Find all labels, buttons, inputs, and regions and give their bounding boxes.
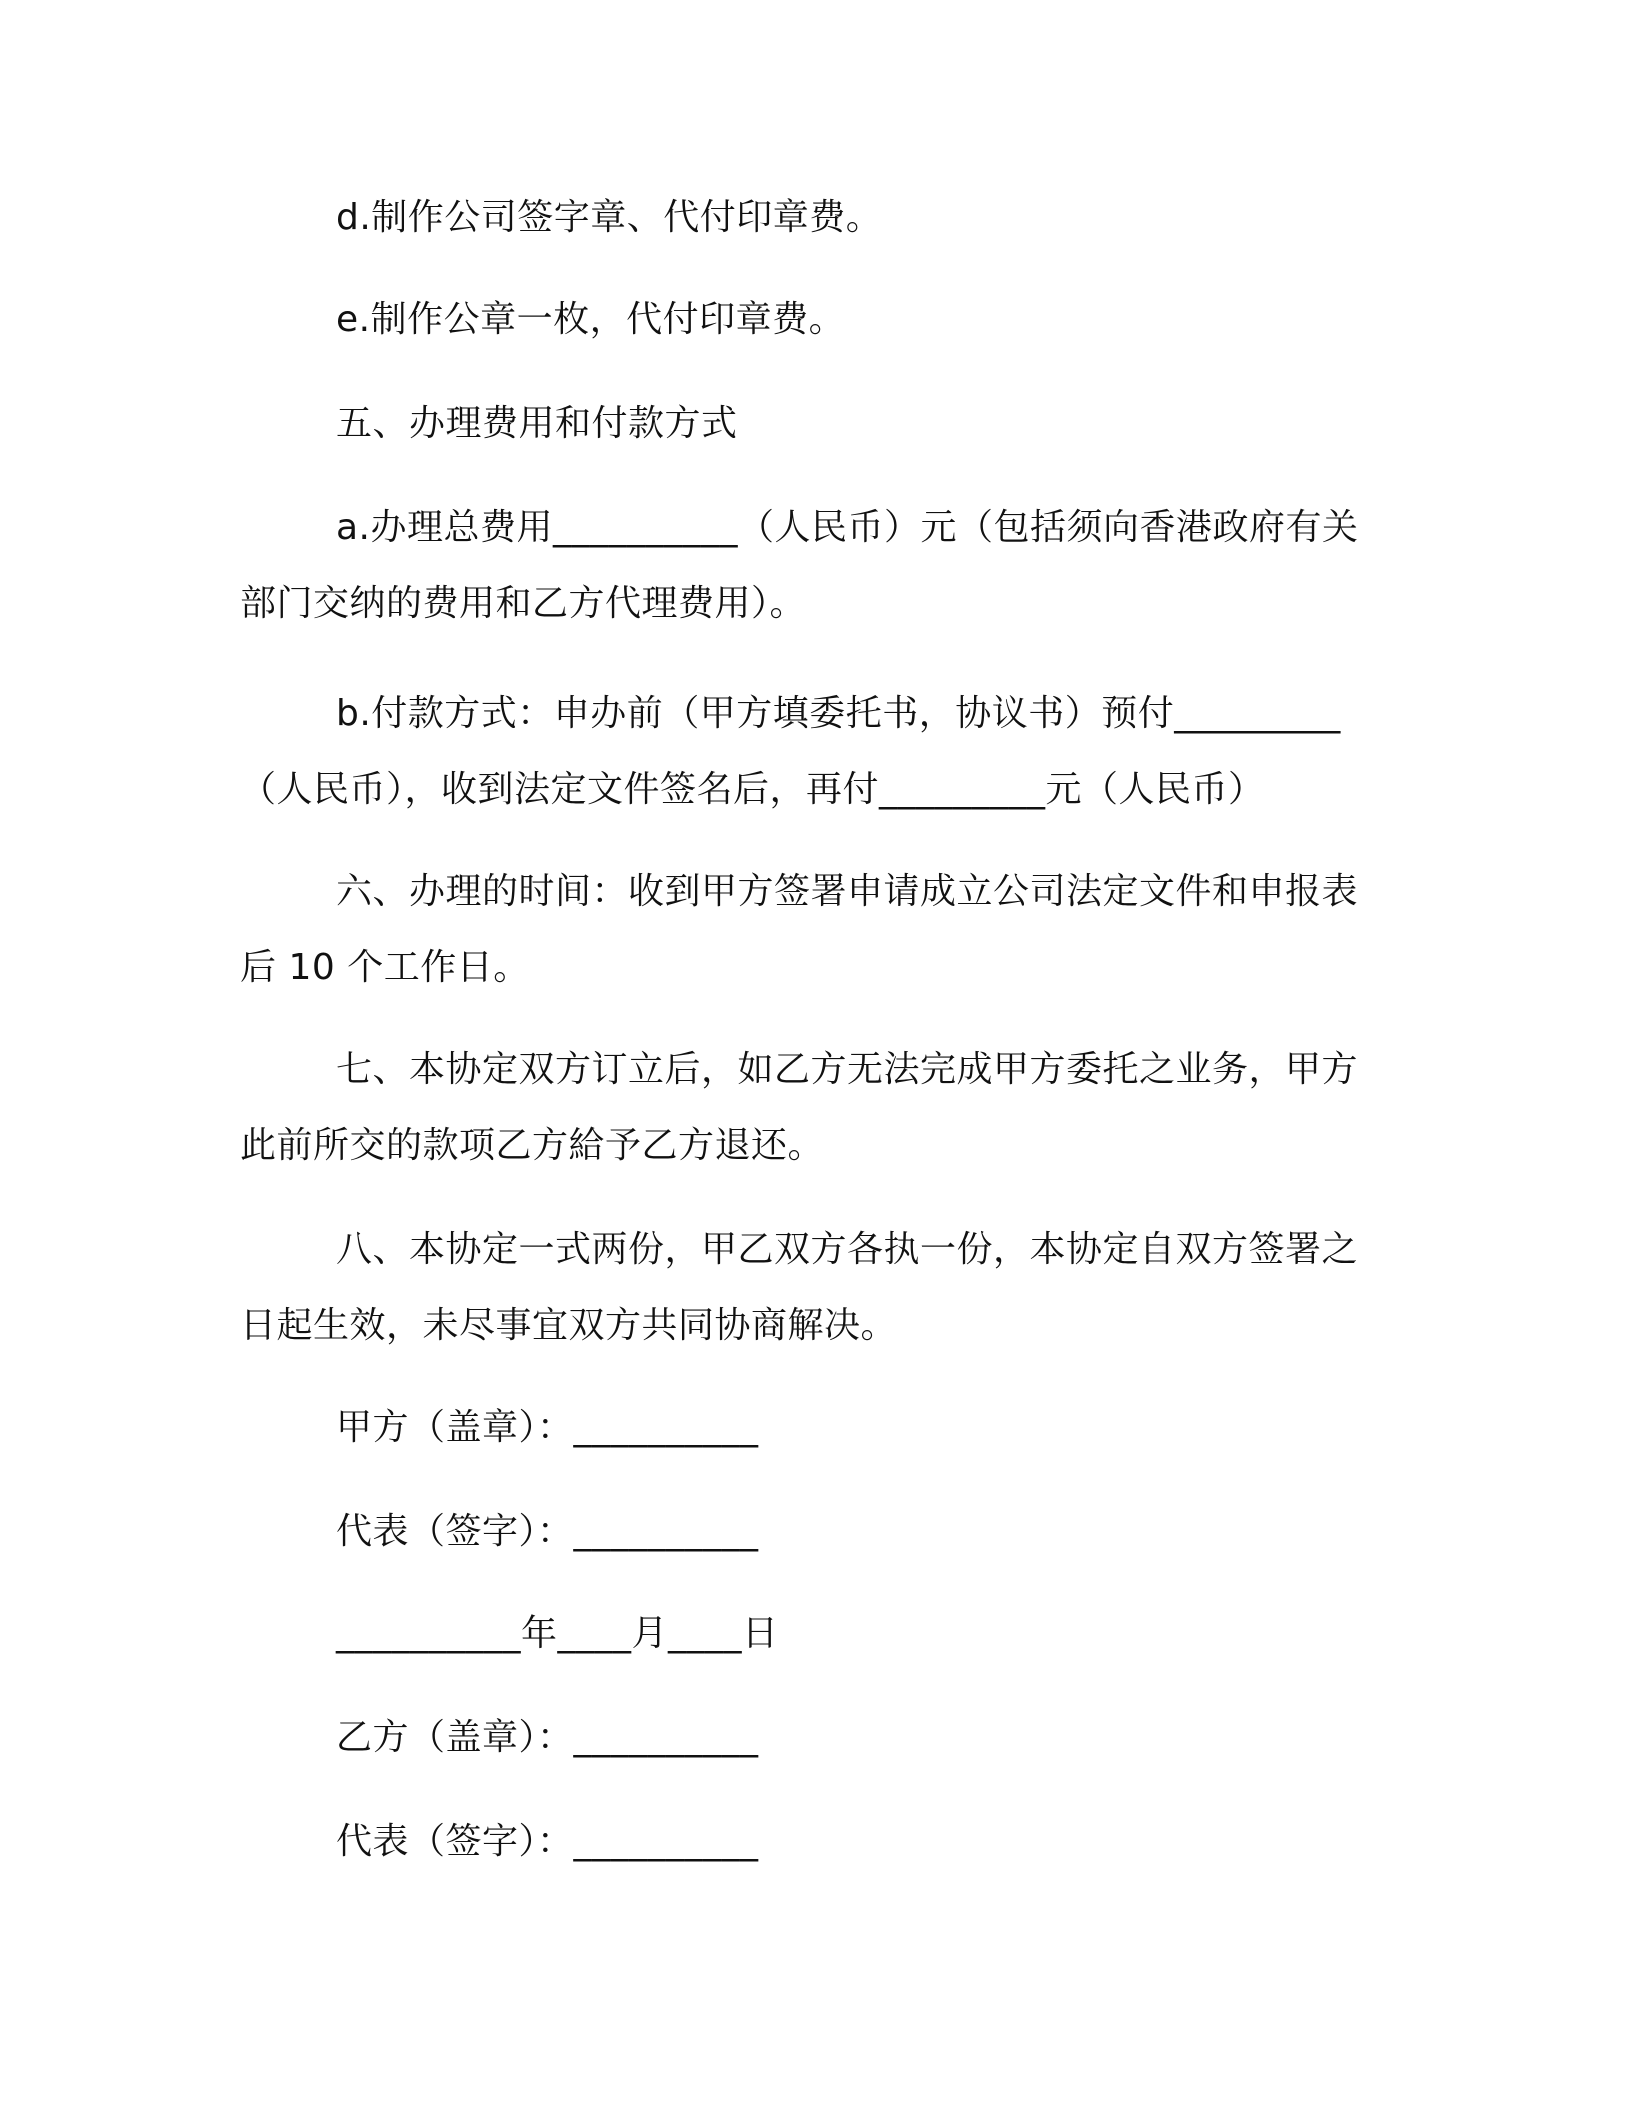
party-b-representative-line: 代表（签字）：__________: [336, 1821, 759, 1862]
item-b-payment-method: b.付款方式：申办前（甲方填委托书，协议书）预付_________（人民币），收到法定文件签名后，再付_________元（人民币）: [240, 693, 1341, 810]
item-d: d.制作公司签字章、代付印章费。: [336, 197, 883, 238]
item-a-total-fee: a.办理总费用__________（人民币）元（包括须向香港政府有关部门交纳的费用和乙方代理费用）。: [240, 507, 1359, 624]
section-six-timeline: 六、办理的时间：收到甲方签署申请成立公司法定文件和申报表后 10 个工作日。: [240, 871, 1359, 988]
party-a-representative-line: 代表（签字）：__________: [336, 1511, 759, 1552]
section-seven-refund: 七、本协定双方订立后，如乙方无法完成甲方委托之业务，甲方此前所交的款项乙方給予乙方退还。: [240, 1049, 1359, 1166]
date-line: __________年____月____日: [336, 1613, 779, 1654]
item-e: e.制作公章一枚，代付印章费。: [336, 299, 846, 340]
party-b-seal-line: 乙方（盖章）：__________: [336, 1717, 759, 1758]
section-eight-effectiveness: 八、本协定一式两份，甲乙双方各执一份，本协定自双方签署之日起生效，未尽事宜双方共同协商解决。: [240, 1229, 1359, 1346]
party-a-seal-line: 甲方（盖章）：__________: [336, 1407, 759, 1448]
section-five-heading: 五、办理费用和付款方式: [336, 403, 738, 444]
